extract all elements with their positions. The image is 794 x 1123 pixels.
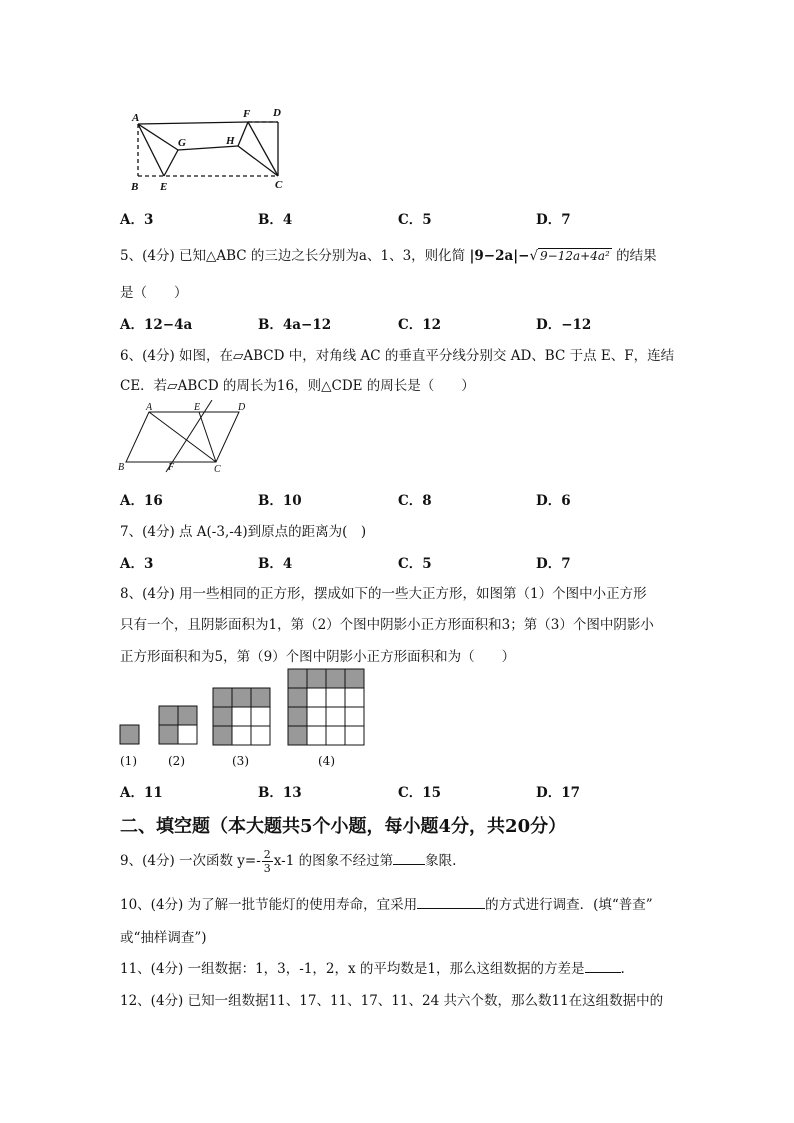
q4-label-d: D xyxy=(273,107,281,119)
q8-caption-4: (4) xyxy=(318,754,335,768)
q6-option-b: B．10 xyxy=(258,493,302,509)
q8-line2: 只有一个，且阴影面积为1，第（2）个图中阴影小正方形面积和3；第（3）个图中阴影小 xyxy=(120,617,654,633)
q12-line1: 12、(4分) 已知一组数据11、17、11、17、11、24 共六个数，那么数11在这组数据中的 xyxy=(120,993,664,1009)
q6-label-e: E xyxy=(194,402,201,413)
q6-label-b: B xyxy=(118,462,125,473)
q11-text-a: 11、(4分) 一组数据：1，3，-1，2，x 的平均数是1，那么这组数据的方差是 xyxy=(120,961,585,977)
q8-line1: 8、(4分) 用一些相同的正方形，摆成如下的一些大正方形，如图第（1）个图中小正方形 xyxy=(120,586,647,602)
q5-option-d: D．−12 xyxy=(536,317,592,333)
q5-question xyxy=(120,244,657,264)
q5-sqrt-sign: √ xyxy=(529,248,539,264)
q6-label-c: C xyxy=(214,464,221,475)
q4-option-c: C．5 xyxy=(398,212,432,228)
q7-option-b: B．4 xyxy=(258,556,293,572)
q6-label-f: F xyxy=(168,462,175,473)
q8-line3: 正方形面积和为5，第（9）个图中阴影小正方形面积和为（ ） xyxy=(120,649,516,665)
q8-option-c: C．15 xyxy=(398,785,442,801)
q5-text-b: 的结果 xyxy=(616,248,657,264)
q6-option-d: D．6 xyxy=(536,493,571,509)
q5-option-b: B．4a−12 xyxy=(258,317,332,333)
q7-option-a: A．3 xyxy=(120,556,154,572)
q6-label-a: A xyxy=(146,402,153,413)
q4-label-a: A xyxy=(132,112,140,124)
q11-blank[interactable] xyxy=(585,960,621,973)
q11-text-b: . xyxy=(620,961,625,977)
q4-figure xyxy=(126,102,296,197)
q8-option-a: A．11 xyxy=(120,785,163,801)
q6-figure xyxy=(116,400,256,475)
q8-caption-1: (1) xyxy=(120,754,137,768)
q9-text-c: 象限. xyxy=(425,853,457,869)
q4-label-f: F xyxy=(243,108,251,120)
q5-option-c: C．12 xyxy=(398,317,442,333)
q5-line2: 是（ ） xyxy=(120,285,188,301)
q8-caption-2: (2) xyxy=(168,754,185,768)
q10-text-a: 10、(4分) 为了解一批节能灯的使用寿命，宜采用 xyxy=(120,897,418,913)
q9-blank[interactable] xyxy=(393,852,425,865)
q9-frac-num: 2 xyxy=(263,848,271,861)
q8-figure xyxy=(118,668,368,748)
q10-line2: 或“抽样调查”) xyxy=(120,930,207,946)
q4-label-g: G xyxy=(178,137,186,149)
q5-abs-expr: |9−2a|− xyxy=(469,248,530,264)
q4-option-a: A．3 xyxy=(120,212,154,228)
q4-label-b: B xyxy=(131,181,139,193)
q6-label-d: D xyxy=(238,402,246,413)
q6-line1: 6、(4分) 如图，在▱ABCD 中，对角线 AC 的垂直平分线分别交 AD、BC 于点 E、F，连结 xyxy=(120,348,675,364)
q6-line2: CE．若▱ABCD 的周长为16，则△CDE 的周长是（ ） xyxy=(120,378,475,394)
q9-question xyxy=(120,848,456,875)
q5-text-a: 5、(4分) 已知△ABC 的三边之长分别为a、1、3，则化简 xyxy=(120,248,466,264)
q11-line1 xyxy=(120,957,625,977)
q10-text-b: 的方式进行调查．(填“普查” xyxy=(485,897,653,913)
q7-line1: 7、(4分) 点 A(-3,-4)到原点的距离为( ) xyxy=(120,524,367,540)
q9-text-b: x-1 的图象不经过第 xyxy=(273,853,394,869)
q9-fraction xyxy=(262,848,273,875)
q9-text-a: 9、(4分) 一次函数 y=- xyxy=(120,853,261,869)
q10-blank[interactable] xyxy=(417,896,485,909)
q5-sqrt-expr: 9−12a+4a² xyxy=(540,249,610,263)
q7-option-d: D．7 xyxy=(536,556,571,572)
q7-option-c: C．5 xyxy=(398,556,432,572)
q4-label-e: E xyxy=(160,181,168,193)
q4-option-b: B．4 xyxy=(258,212,293,228)
q10-line1 xyxy=(120,893,653,913)
q6-option-c: C．8 xyxy=(398,493,432,509)
q4-label-c: C xyxy=(275,179,283,191)
q9-frac-den: 3 xyxy=(263,862,271,875)
q8-option-b: B．13 xyxy=(258,785,302,801)
q4-label-h: H xyxy=(226,135,235,147)
q4-option-d: D．7 xyxy=(536,212,571,228)
q8-option-d: D．17 xyxy=(536,785,580,801)
section-2-title: 二、填空题（本大题共5个小题，每小题4分，共20分） xyxy=(120,816,567,837)
q8-caption-3: (3) xyxy=(232,754,249,768)
q5-option-a: A．12−4a xyxy=(120,317,193,333)
q6-option-a: A．16 xyxy=(120,493,163,509)
